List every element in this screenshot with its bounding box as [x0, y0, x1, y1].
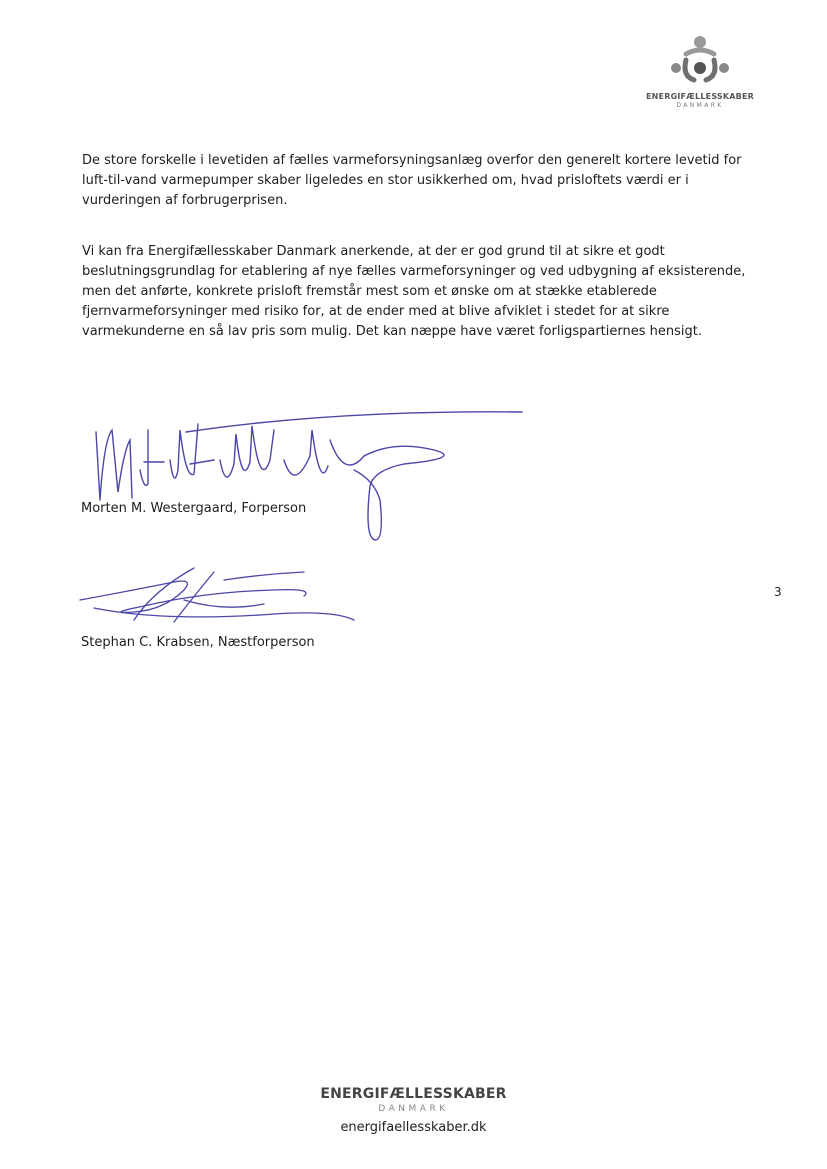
handwritten-signature-2	[74, 560, 374, 640]
body-paragraph-2: Vi kan fra Energifællesskaber Danmark anerkende, at der er god grund til at sikre et godt beslutningsgrundlag for etablering af nye fælles varmeforsyninger og ved udbygning af eksisterende, men det anførte, konkrete prisloft fremstår mest som et ønske om at stække etablerede fjernvarmeforsyninger med risiko for, at de ender med at blive afviklet i stedet for at sikre varmekunderne en så lav pris som mulig. Det kan næppe have været forligspartiernes hensigt.	[82, 244, 746, 339]
footer-website-link[interactable]: energifaellesskaber.dk	[340, 1120, 487, 1135]
signatory-1-name: Morten M. Westergaard, Forperson	[81, 501, 307, 516]
body-paragraph-1: De store forskelle i levetiden af fælles varmeforsyningsanlæg overfor den generelt kortere levetid for luft-til-vand varmepumper skaber ligeledes en stor usikkerhed om, hvad prisloftets værdi er i vurderingen af forbrugerprisen.	[82, 153, 742, 208]
company-logo	[640, 30, 760, 120]
logo-subtitle: DANMARK	[676, 102, 724, 109]
handwritten-signature-1	[74, 400, 534, 548]
community-people-icon	[664, 32, 736, 88]
logo-name: ENERGIFÆLLESSKABER	[645, 92, 754, 101]
footer-subtitle: DANMARK	[378, 1104, 449, 1114]
page-number: 3	[774, 585, 782, 599]
signatory-2-name: Stephan C. Krabsen, Næstforperson	[81, 635, 315, 650]
footer-organization-name: ENERGIFÆLLESSKABER	[320, 1086, 507, 1102]
